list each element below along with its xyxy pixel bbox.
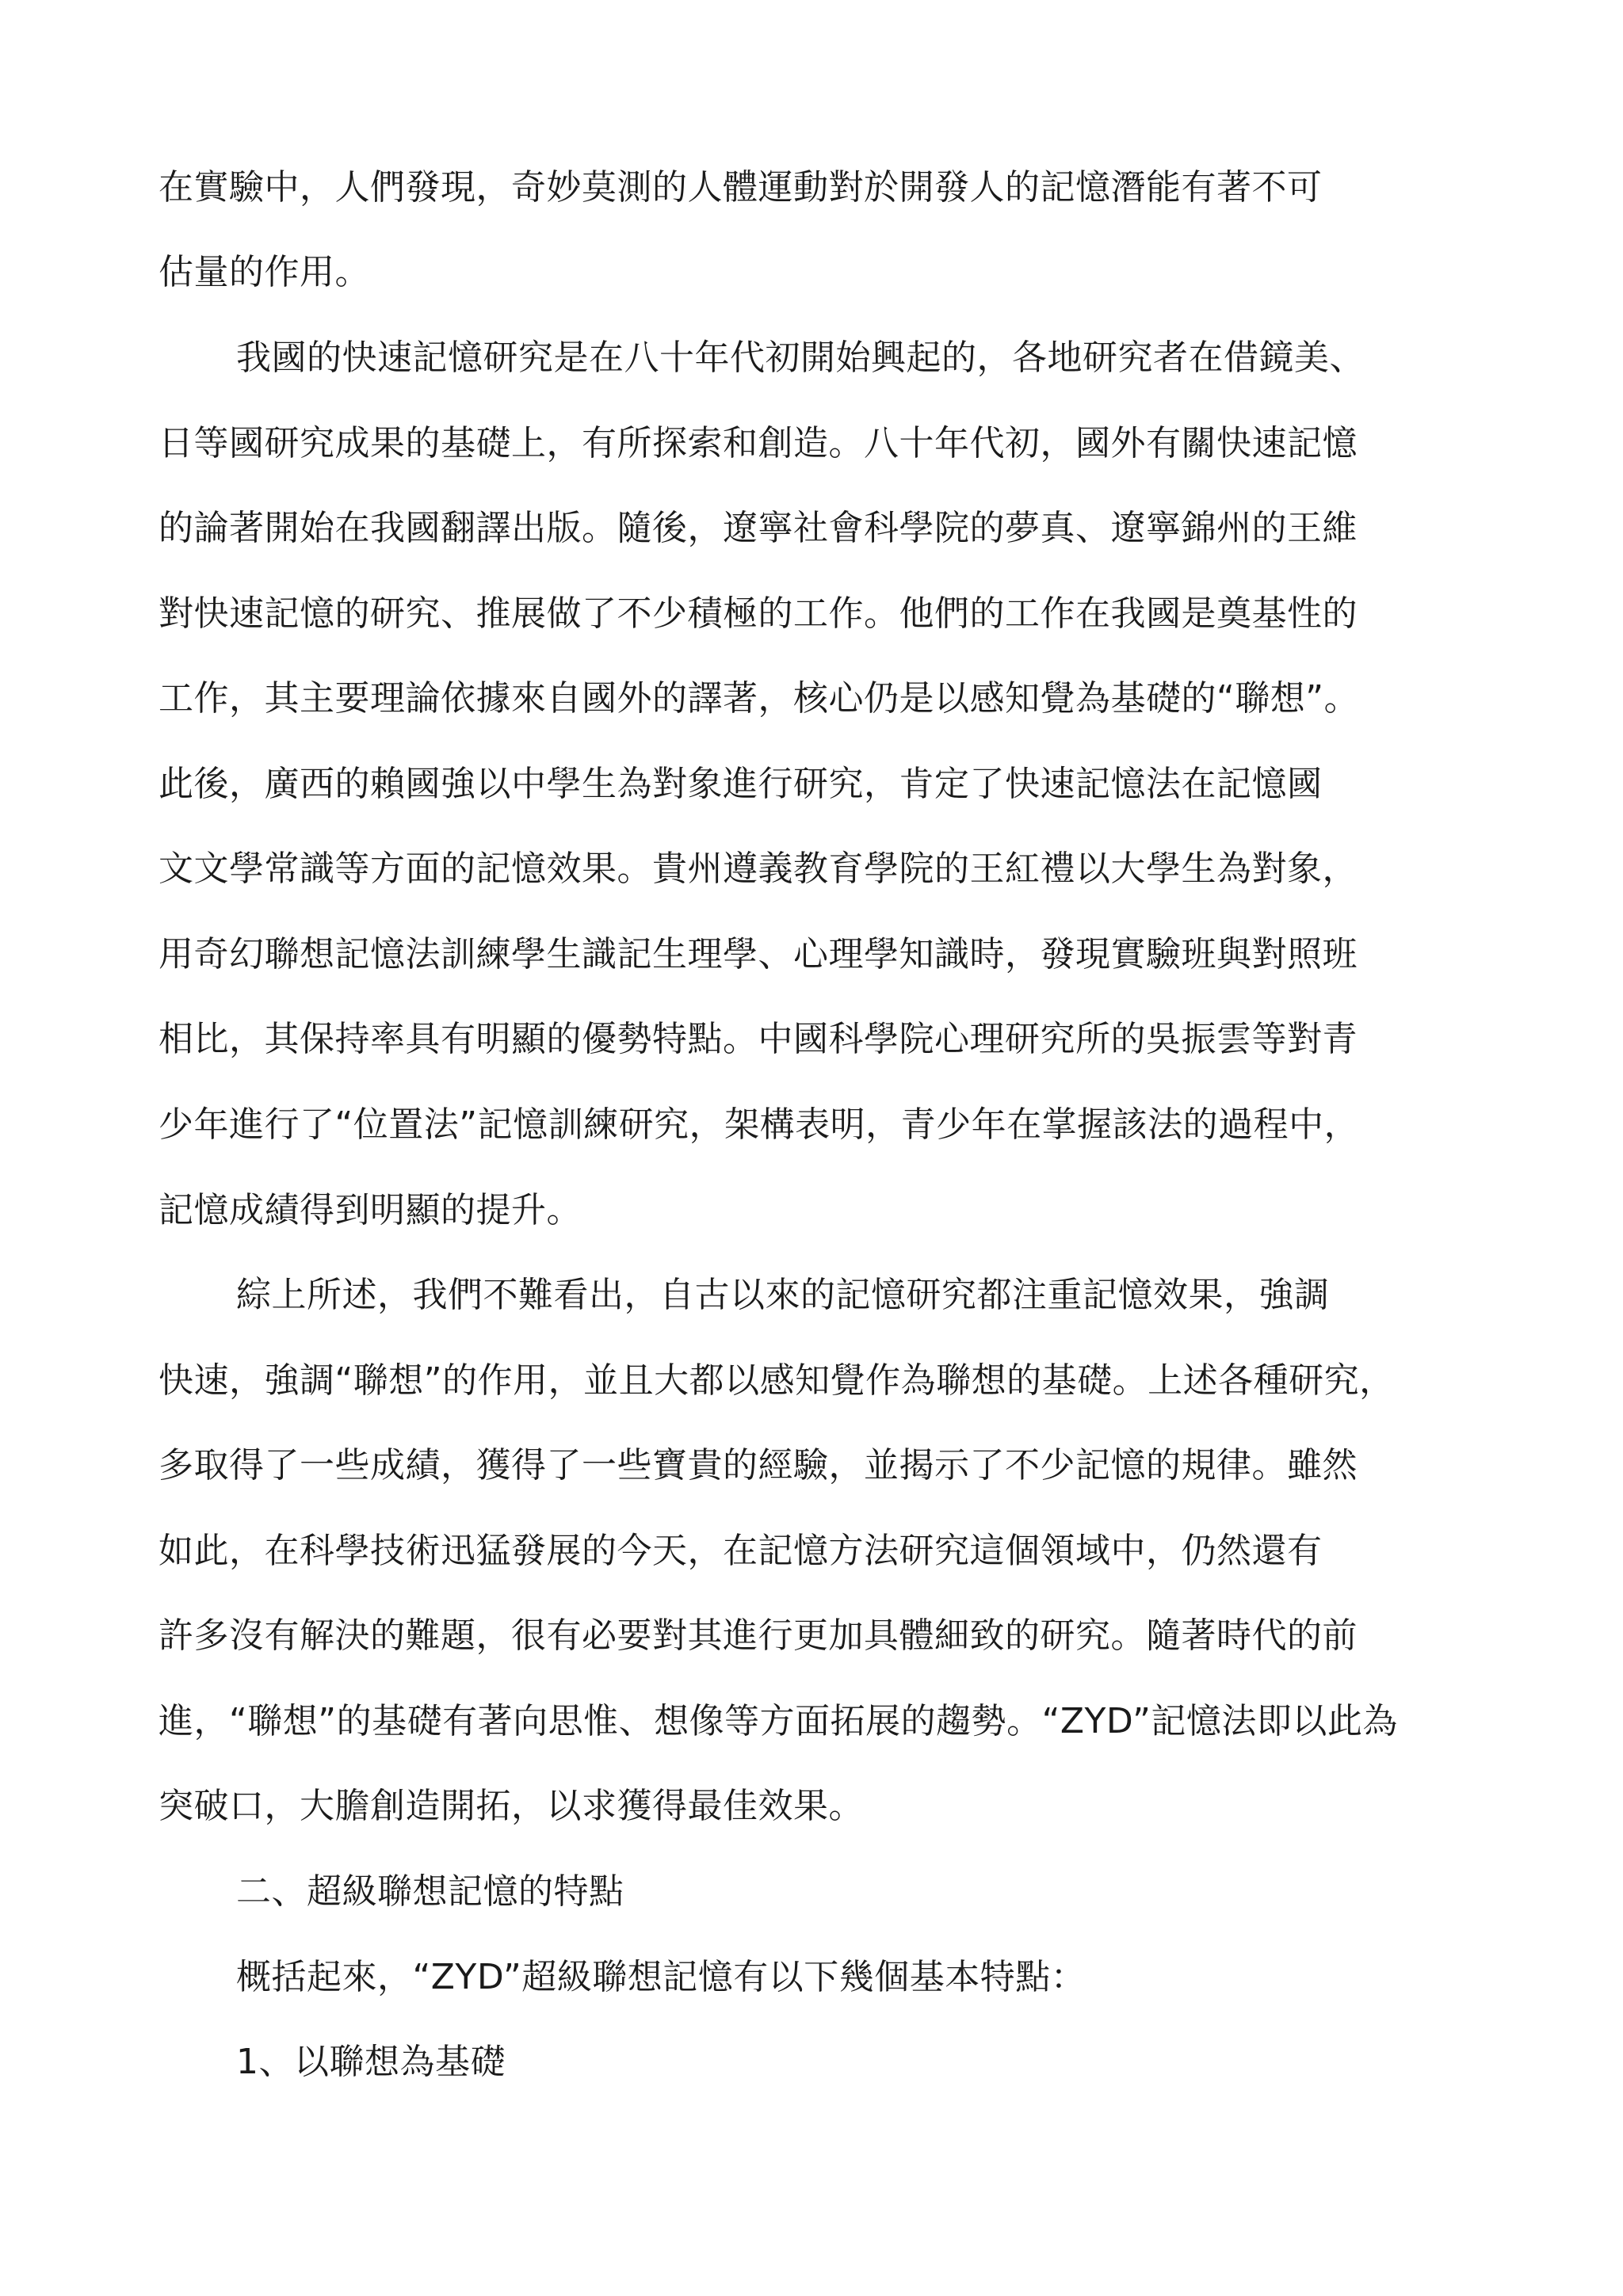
text-line: 日等國研究成果的基礎上，有所探索和創造。八十年代初，國外有關快速記憶 — [158, 423, 1358, 463]
text-line: 文文學常識等方面的記憶效果。貴州遵義教育學院的王紅禮以大學生為對象， — [158, 849, 1358, 889]
text-line: 此後，廣西的賴國強以中學生為對象進行研究，肯定了快速記憶法在記憶國 — [158, 764, 1323, 804]
text-line: 估量的作用。 — [158, 252, 370, 292]
section-heading: 二、超級聯想記憶的特點 — [236, 1871, 624, 1912]
text-line: 突破口，大膽創造開拓，以求獲得最佳效果。 — [158, 1786, 864, 1826]
text-line: 進，“聯想”的基礎有著向思惟、想像等方面拓展的趨勢。“ZYD”記憶法即以此為 — [158, 1701, 1398, 1741]
text-line: 少年進行了“位置法”記憶訓練研究，架構表明，青少年在掌握該法的過程中， — [158, 1104, 1360, 1145]
text-line: 對快速記憶的研究、推展做了不少積極的工作。他們的工作在我國是奠基性的 — [158, 593, 1358, 634]
paragraph-first-line: 我國的快速記憶研究是在八十年代初開始興起的，各地研究者在借鏡美、 — [236, 338, 1365, 378]
subsection-heading: 1、以聯想為基礎 — [236, 2042, 506, 2082]
text-line: 記憶成績得到明顯的提升。 — [158, 1190, 582, 1230]
paragraph-first-line: 概括起來，“ZYD”超級聯想記憶有以下幾個基本特點： — [236, 1957, 1086, 1997]
text-line: 許多沒有解決的難題，很有必要對其進行更加具體細致的研究。隨著時代的前 — [158, 1615, 1358, 1656]
text-line: 多取得了一些成績，獲得了一些寶貴的經驗，並揭示了不少記憶的規律。雖然 — [158, 1445, 1358, 1486]
text-line: 如此，在科學技術迅猛發展的今天，在記憶方法研究這個領域中，仍然還有 — [158, 1531, 1323, 1571]
text-line: 工作，其主要理論依據來自國外的譯著，核心仍是以感知覺為基礎的“聯想”。 — [158, 678, 1360, 719]
text-line: 快速，強調“聯想”的作用，並且大都以感知覺作為聯想的基礎。上述各種研究， — [158, 1360, 1395, 1401]
text-line: 用奇幻聯想記憶法訓練學生識記生理學、心理學知識時，發現實驗班與對照班 — [158, 934, 1358, 974]
text-line: 相比，其保持率具有明顯的優勢特點。中國科學院心理研究所的吳振雲等對青 — [158, 1019, 1358, 1059]
text-line: 的論著開始在我國翻譯出版。隨後，遼寧社會科學院的夢真、遼寧錦州的王維 — [158, 508, 1358, 548]
text-line: 在實驗中，人們發現，奇妙莫測的人體運動對於開發人的記憶潛能有著不可 — [158, 167, 1323, 208]
paragraph-first-line: 綜上所述，我們不難看出，自古以來的記憶研究都注重記憶效果，強調 — [236, 1275, 1330, 1315]
